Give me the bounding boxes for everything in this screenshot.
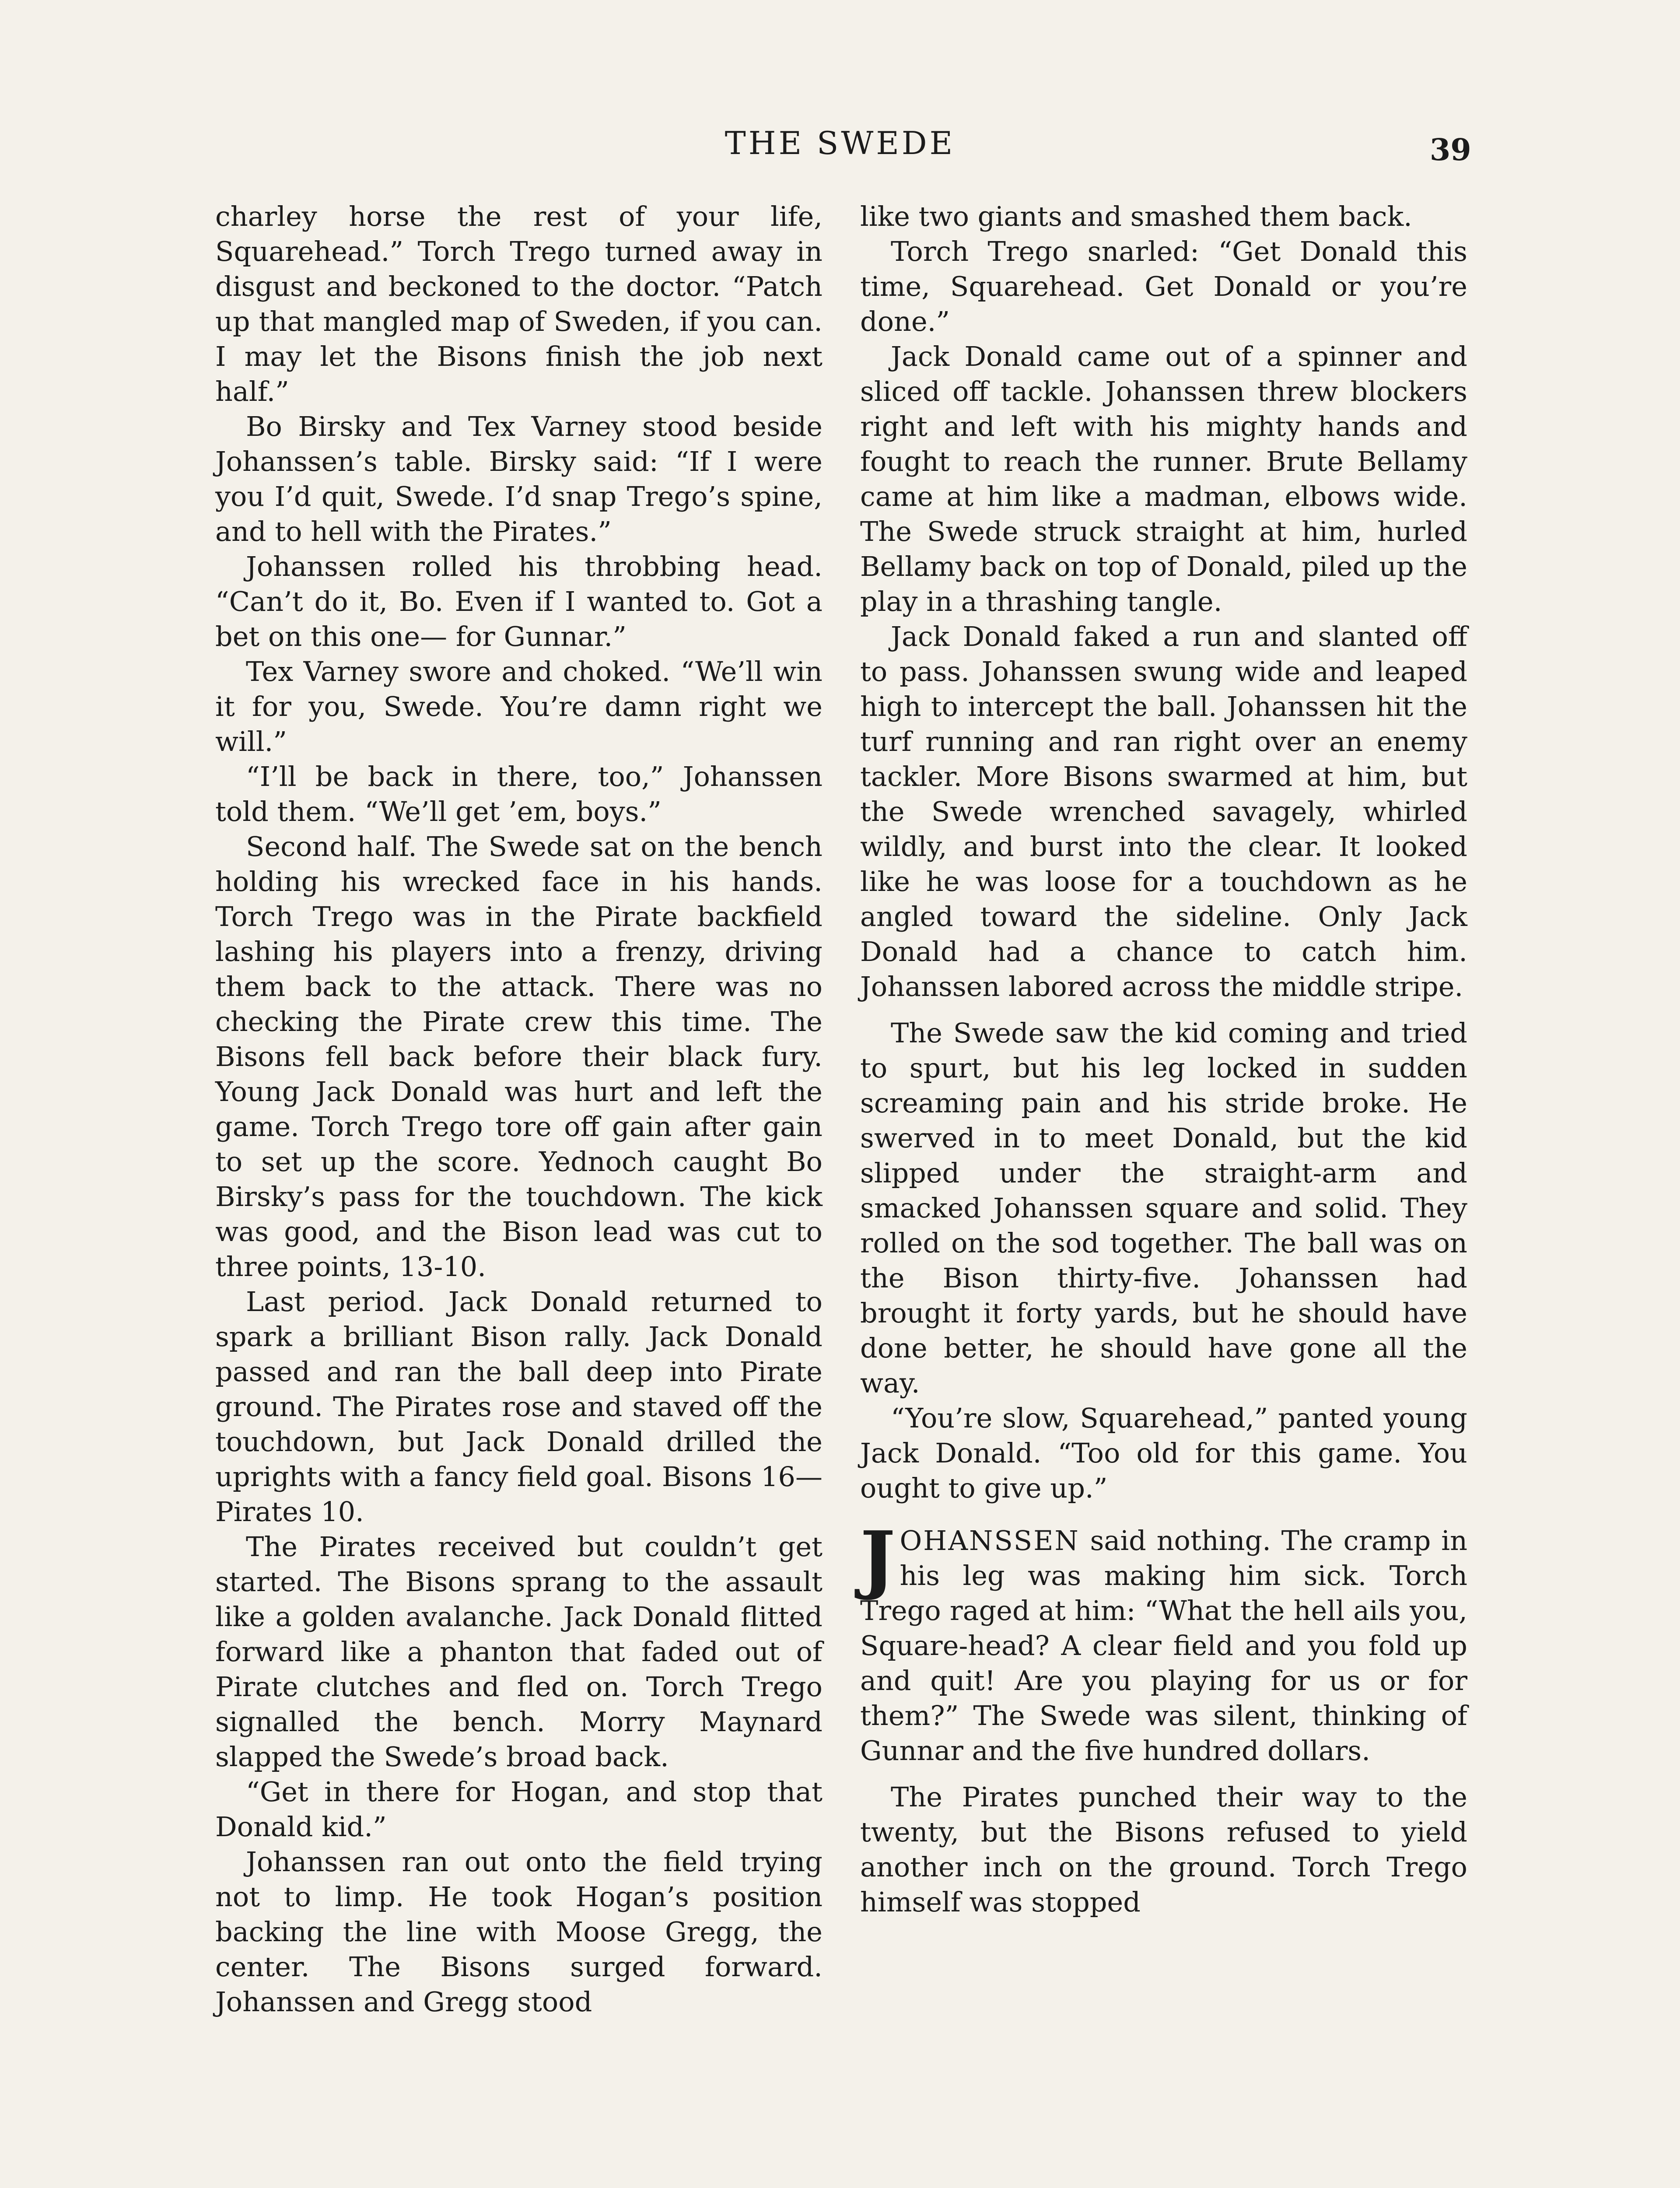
paragraph: charley horse the rest of your life, Squarehead.” Torch Trego turned away in disgust and beckoned to the doctor. “Patch up that mangled map of Sweden, if you can. I may let the Bisons finish the job next half.” <box>215 200 822 407</box>
left-column <box>215 199 822 2020</box>
running-title: THE SWEDE <box>724 125 956 161</box>
paragraph: Johanssen ran out onto the field trying not to limp. He took Hogan’s position backing the line with Moose Gregg, the center. The Bisons surged forward. Johanssen and Gregg stood <box>215 1846 822 2018</box>
paragraph: Bo Birsky and Tex Varney stood beside Johanssen’s table. Birsky said: “If I were you I’d quit, Swede. I’d snap Trego’s spine, and to hell with the Pirates.” <box>215 410 822 547</box>
paragraph: Second half. The Swede sat on the bench holding his wrecked face in his hands. Torch Trego was in the Pirate backfield lashing his players into a frenzy, driving them back to the attack. There was no checking the Pirate crew this time. The Bisons fell back before their black fury. Young Jack Donald was hurt and left the game. Torch Trego tore off gain after gain to set up the score. Yednoch caught Bo Birsky’s pass for the touchdown. The kick was good, and the Bison lead was cut to three points, 13-10. <box>215 831 822 1283</box>
paragraph-text: said nothing. The cramp in his leg was making him sick. Torch Trego raged at him: “What the hell ails you, Square-head? A clear field and you fold up and quit! Are you playing for us or for them?” The Swede was silent, thinking of Gunnar and the five hundred dollars. <box>860 1525 1467 1767</box>
paragraph: The Pirates punched their way to the twenty, but the Bisons refused to yield another inch on the ground. Torch Trego himself was stopped <box>860 1781 1467 1918</box>
paragraph: “Get in there for Hogan, and stop that Donald kid.” <box>215 1776 822 1843</box>
paragraph: like two giants and smashed them back. <box>860 200 1412 232</box>
paragraph: Jack Donald faked a run and slanted off to pass. Johanssen swung wide and leaped high to intercept the ball. Johanssen hit the turf running and ran right over an enemy tackler. More Bisons swarmed at him, but the Swede wrenched savagely, whirled wildly, and burst into the clear. It looked like he was loose for a touchdown as he angled toward the sideline. Only Jack Donald had a chance to catch him. Johanssen labored across the middle stripe. <box>860 621 1467 1003</box>
paragraph: Torch Trego snarled: “Get Donald this time, Squarehead. Get Donald or you’re done.” <box>860 235 1467 337</box>
drop-cap: J <box>860 1515 896 1602</box>
paragraph: The Swede saw the kid coming and tried to spurt, but his leg locked in sudden screaming pain and his stride broke. He swerved in to meet Donald, but the kid slipped under the straight-arm and smacked Johanssen square and solid. They rolled on the sod together. The ball was on the Bison thirty-five. Johanssen had brought it forty yards, but he should have done better, he should have gone all the way. <box>860 1017 1467 1399</box>
lead-in: OHANSSEN <box>900 1525 1080 1557</box>
paragraph: “You’re slow, Squarehead,” panted young Jack Donald. “Too old for this game. You ought to give up.” <box>860 1402 1467 1504</box>
right-column <box>860 199 1467 1920</box>
paragraph: Johanssen rolled his throbbing head. “Can’t do it, Bo. Even if I wanted to. Got a bet on this one— for Gunnar.” <box>215 551 822 652</box>
paragraph: The Pirates received but couldn’t get started. The Bisons sprang to the assault like a golden avalanche. Jack Donald flitted forward like a phanton that faded out of Pirate clutches and fled on. Torch Trego signalled the bench. Morry Maynard slapped the Swede’s broad back. <box>215 1531 822 1773</box>
paragraph: “I’ll be back in there, too,” Johanssen told them. “We’ll get ’em, boys.” <box>215 761 822 828</box>
dropcap-paragraph <box>860 1515 1467 1768</box>
paragraph: Last period. Jack Donald returned to spark a brilliant Bison rally. Jack Donald passed and ran the ball deep into Pirate ground. The Pirates rose and staved off the touchdown, but Jack Donald drilled the uprights with a fancy field goal. Bisons 16— Pirates 10. <box>215 1286 822 1528</box>
paragraph: Jack Donald came out of a spinner and sliced off tackle. Johanssen threw blockers right and left with his mighty hands and fought to reach the runner. Brute Bellamy came at him like a madman, elbows wide. The Swede struck straight at him, hurled Bellamy back on top of Donald, piled up the play in a thrashing tangle. <box>860 340 1467 617</box>
page-header <box>0 125 1680 168</box>
page-number: 39 <box>1430 133 1471 168</box>
paragraph: Tex Varney swore and choked. “We’ll win it for you, Swede. You’re damn right we will.” <box>215 656 822 757</box>
